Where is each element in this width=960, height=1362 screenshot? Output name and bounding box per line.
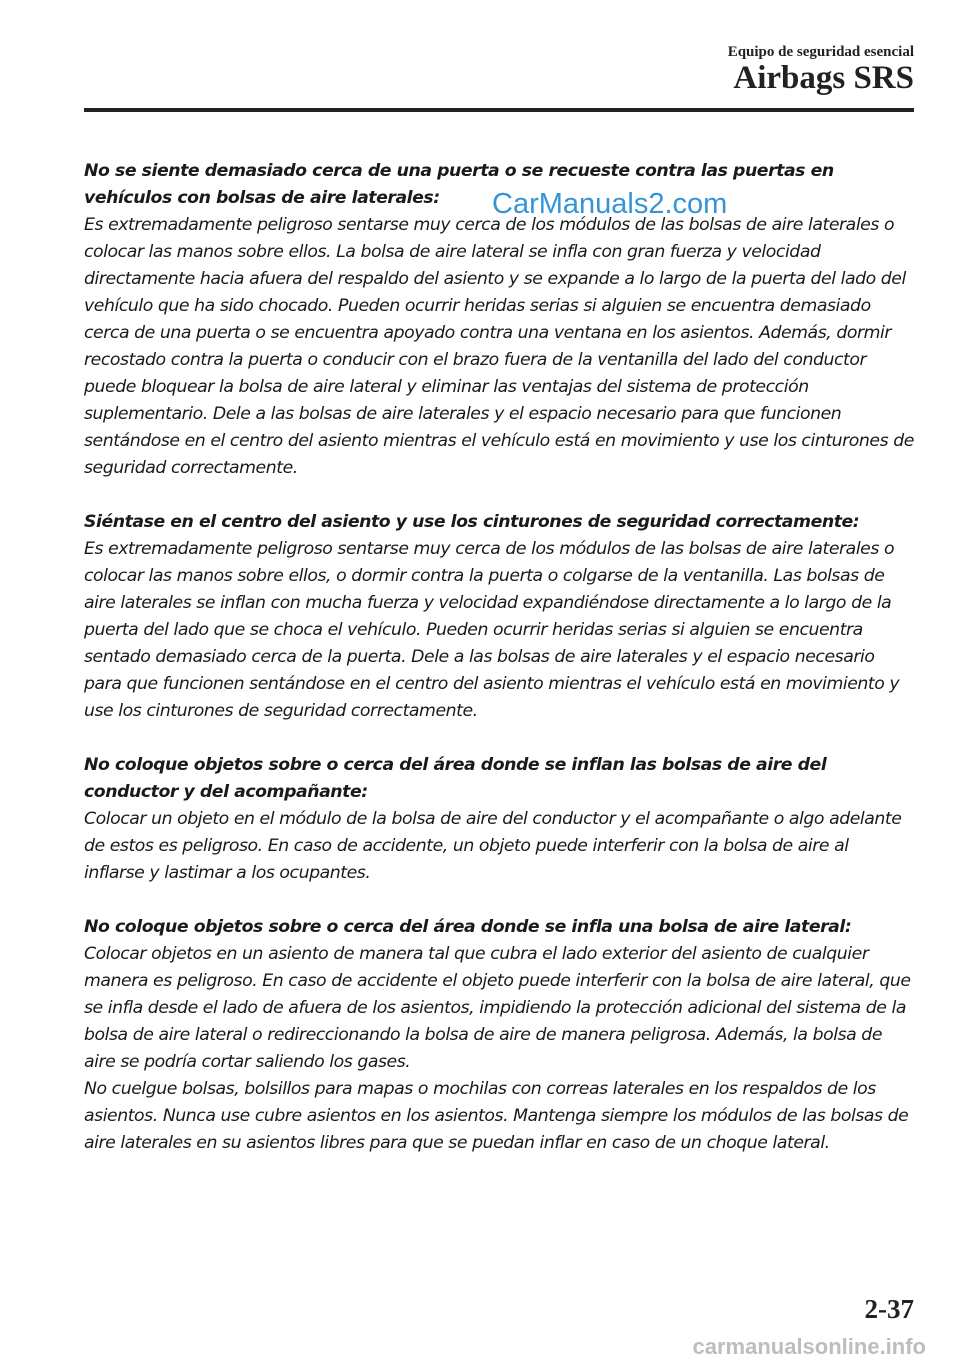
block-paragraph: No cuelgue bolsas, bolsillos para mapas o mochilas con correas laterales en los respaldos de los asientos. Nunca use cubre asientos en los asientos. Mantenga siempre los módulos de las bolsas de aire laterales en su asientos libres para que se puedan inflar en caso de un choque lateral.: [84, 1079, 909, 1153]
watermark-carmanuals2[interactable]: CarManuals2.com: [492, 188, 728, 220]
block-paragraph: Es extremadamente peligroso sentarse muy cerca de los módulos de las bolsas de aire laterales o colocar las manos sobre ellos. La bolsa de aire lateral se infla con gran fuerza y velocidad directamente hacia afuera del respaldo del asiento y se expande a lo largo de la puerta del lado del vehículo que ha sido chocado. Pueden ocurrir heridas serias si alguien se encuentra demasiado cerca de una puerta o se encuentra apoyado contra una ventana en los asientos. Además, dormir recostado contra la puerta o conducir con el brazo fuera de la ventanilla del lado del conductor puede bloquear la bolsa de aire lateral y eliminar las ventajas del sistema de protección suplementario. Dele a las bolsas de aire laterales y el espacio necesario para que funcionen sentándose en el centro del asiento mientras el vehículo está en movimiento y use los cinturones de seguridad correctamente.: [84, 215, 914, 478]
section-title: Equipo de seguridad esencial: [727, 44, 914, 60]
header-divider: [84, 108, 914, 112]
block-heading: No coloque objetos sobre o cerca del área donde se infla una bolsa de aire lateral:: [84, 917, 852, 937]
block-paragraph: Es extremadamente peligroso sentarse muy cerca de los módulos de las bolsas de aire laterales o colocar las manos sobre ellos, o dormir contra la puerta o colgarse de la ventanilla. Las bolsas de aire laterales se inflan con mucha fuerza y velocidad expandiéndose directamente a lo largo de la puerta del lado que se choca el vehículo. Pueden ocurrir heridas serias si alguien se encuentra sentado demasiado cerca de la puerta. Dele a las bolsas de aire laterales y el espacio necesario para que funcionen sentándose en el centro del asiento mientras el vehículo está en movimiento y use los cinturones de seguridad correctamente.: [84, 539, 900, 721]
block-heading: No coloque objetos sobre o cerca del área donde se inflan las bolsas de aire del conductor y del acompañante:: [84, 755, 827, 802]
footer-site-watermark[interactable]: carmanualsonline.info: [692, 1334, 926, 1359]
block-heading: Siéntase en el centro del asiento y use los cinturones de seguridad correctamente:: [84, 512, 860, 532]
block-heading: No se siente demasiado cerca de una puerta o se recueste contra las puertas en vehículos con bolsas de aire laterales:: [84, 161, 834, 208]
warning-block-seat-center: [84, 509, 914, 725]
warning-block-side-airbag-objects: [84, 914, 914, 1157]
page-number: 2-37: [864, 1294, 914, 1324]
document-body: [84, 158, 914, 1184]
block-paragraph: Colocar objetos en un asiento de manera tal que cubra el lado exterior del asiento de cualquier manera es peligroso. En caso de accidente el objeto puede interferir con la bolsa de aire lateral, que se infla desde el lado de afuera de los asientos, impidiendo la protección adicional del sistema de la bolsa de aire lateral o redireccionando la bolsa de aire de manera peligrosa. Además, la bolsa de aire se podría cortar saliendo los gases.: [84, 944, 911, 1072]
warning-block-front-airbag-objects: [84, 752, 914, 887]
block-paragraph: Colocar un objeto en el módulo de la bolsa de aire del conductor y el acompañante o algo adelante de estos es peligroso. En caso de accidente, un objeto puede interferir con la bolsa de aire al inflarse y lastimar a los ocupantes.: [84, 809, 902, 883]
page-title: Airbags SRS: [733, 60, 914, 96]
